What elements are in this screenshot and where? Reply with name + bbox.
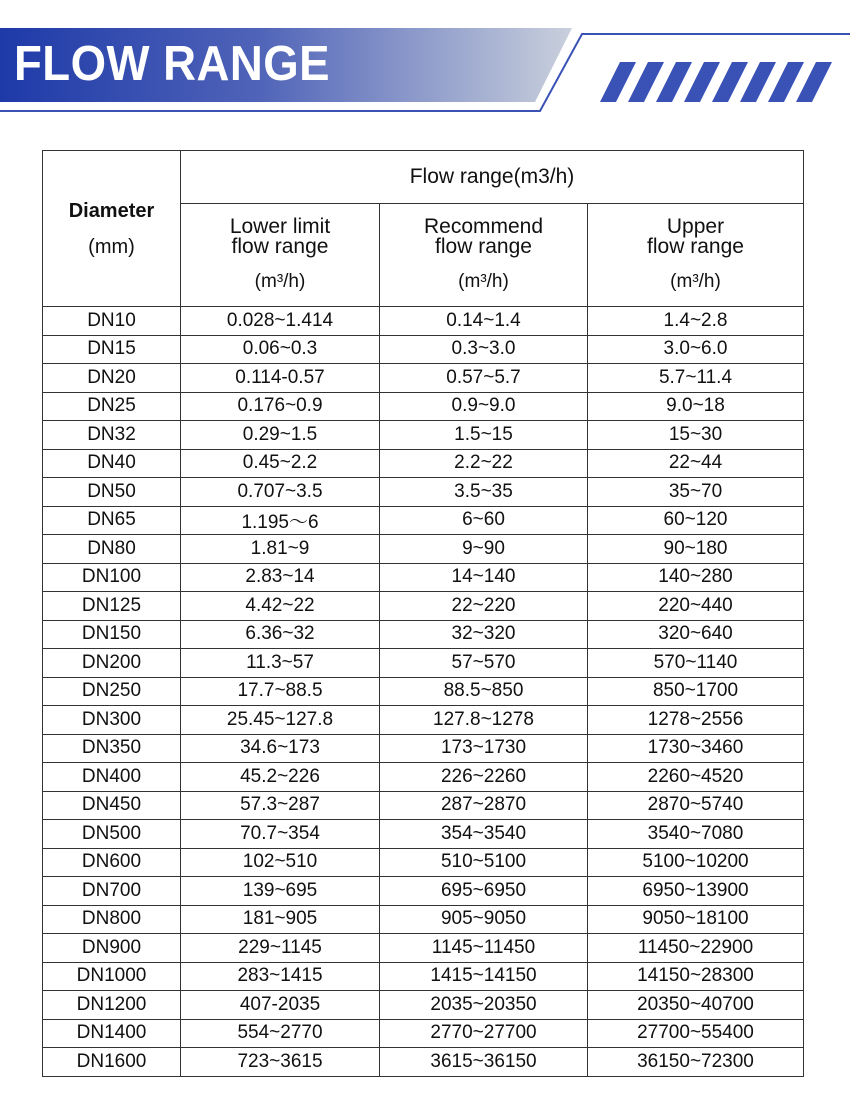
recommend-cell: 3615~36150 <box>380 1048 588 1077</box>
upper-cell: 570~1140 <box>588 649 804 678</box>
table-row <box>43 478 804 507</box>
table-row <box>43 1048 804 1077</box>
diameter-cell: DN800 <box>43 905 181 934</box>
table-row <box>43 563 804 592</box>
lower-limit-cell: 554~2770 <box>181 1019 380 1048</box>
lower-limit-cell: 4.42~22 <box>181 592 380 621</box>
upper-cell: 220~440 <box>588 592 804 621</box>
lower-limit-cell: 2.83~14 <box>181 563 380 592</box>
lower-limit-cell: 11.3~57 <box>181 649 380 678</box>
recommend-cell: 14~140 <box>380 563 588 592</box>
upper-cell: 11450~22900 <box>588 934 804 963</box>
recommend-cell: 32~320 <box>380 620 588 649</box>
upper-cell: 22~44 <box>588 449 804 478</box>
lower-limit-cell: 0.06~0.3 <box>181 335 380 364</box>
lower-limit-cell: 0.29~1.5 <box>181 421 380 450</box>
flow-range-group-header: Flow range(m3/h) <box>181 151 804 204</box>
diameter-cell: DN65 <box>43 506 181 535</box>
lower-limit-cell: 0.114-0.57 <box>181 364 380 393</box>
diameter-cell: DN32 <box>43 421 181 450</box>
lower-limit-cell: 17.7~88.5 <box>181 677 380 706</box>
lower-limit-cell: 229~1145 <box>181 934 380 963</box>
diameter-cell: DN15 <box>43 335 181 364</box>
table-row <box>43 962 804 991</box>
upper-cell: 3540~7080 <box>588 820 804 849</box>
banner-stripes <box>600 62 832 102</box>
diameter-cell: DN1200 <box>43 991 181 1020</box>
upper-header: Upper flow range (m³/h) <box>588 204 804 307</box>
lower-limit-cell: 25.45~127.8 <box>181 706 380 735</box>
recommend-cell: 510~5100 <box>380 848 588 877</box>
upper-cell: 27700~55400 <box>588 1019 804 1048</box>
recommend-cell: 9~90 <box>380 535 588 564</box>
recommend-cell: 1415~14150 <box>380 962 588 991</box>
diameter-cell: DN25 <box>43 392 181 421</box>
upper-cell: 2870~5740 <box>588 791 804 820</box>
lower-limit-cell: 139~695 <box>181 877 380 906</box>
table-row <box>43 392 804 421</box>
table-row <box>43 905 804 934</box>
upper-cell: 6950~13900 <box>588 877 804 906</box>
diameter-cell: DN50 <box>43 478 181 507</box>
upper-cell: 15~30 <box>588 421 804 450</box>
lower-limit-header: Lower limit flow range (m³/h) <box>181 204 380 307</box>
table-row <box>43 335 804 364</box>
header-banner <box>0 0 850 120</box>
upper-cell: 14150~28300 <box>588 962 804 991</box>
table-row <box>43 620 804 649</box>
recommend-cell: 0.3~3.0 <box>380 335 588 364</box>
upper-cell: 90~180 <box>588 535 804 564</box>
table-row <box>43 506 804 535</box>
page-title: FLOW RANGE <box>14 37 331 91</box>
recommend-cell: 173~1730 <box>380 734 588 763</box>
table-row <box>43 592 804 621</box>
lower-limit-cell: 0.176~0.9 <box>181 392 380 421</box>
diameter-cell: DN450 <box>43 791 181 820</box>
upper-cell: 60~120 <box>588 506 804 535</box>
lower-limit-cell: 1.81~9 <box>181 535 380 564</box>
recommend-cell: 0.57~5.7 <box>380 364 588 393</box>
diameter-cell: DN20 <box>43 364 181 393</box>
recommend-cell: 1145~11450 <box>380 934 588 963</box>
upper-cell: 320~640 <box>588 620 804 649</box>
recommend-cell: 0.14~1.4 <box>380 307 588 336</box>
recommend-cell: 57~570 <box>380 649 588 678</box>
diameter-cell: DN500 <box>43 820 181 849</box>
upper-cell: 1.4~2.8 <box>588 307 804 336</box>
table-row <box>43 991 804 1020</box>
lower-limit-cell: 45.2~226 <box>181 763 380 792</box>
recommend-cell: 287~2870 <box>380 791 588 820</box>
recommend-cell: 354~3540 <box>380 820 588 849</box>
upper-cell: 5.7~11.4 <box>588 364 804 393</box>
upper-cell: 2260~4520 <box>588 763 804 792</box>
diameter-cell: DN150 <box>43 620 181 649</box>
diameter-header <box>43 151 181 307</box>
diameter-cell: DN1400 <box>43 1019 181 1048</box>
diameter-cell: DN300 <box>43 706 181 735</box>
recommend-cell: 2035~20350 <box>380 991 588 1020</box>
diameter-cell: DN350 <box>43 734 181 763</box>
upper-cell: 20350~40700 <box>588 991 804 1020</box>
lower-limit-cell: 102~510 <box>181 848 380 877</box>
diameter-cell: DN400 <box>43 763 181 792</box>
recommend-cell: 127.8~1278 <box>380 706 588 735</box>
table-row <box>43 1019 804 1048</box>
upper-cell: 5100~10200 <box>588 848 804 877</box>
diameter-cell: DN250 <box>43 677 181 706</box>
diameter-cell: DN1600 <box>43 1048 181 1077</box>
table-row <box>43 791 804 820</box>
recommend-cell: 22~220 <box>380 592 588 621</box>
lower-limit-cell: 723~3615 <box>181 1048 380 1077</box>
table-row <box>43 820 804 849</box>
lower-limit-cell: 181~905 <box>181 905 380 934</box>
recommend-cell: 2.2~22 <box>380 449 588 478</box>
upper-cell: 850~1700 <box>588 677 804 706</box>
diameter-cell: DN1000 <box>43 962 181 991</box>
recommend-cell: 695~6950 <box>380 877 588 906</box>
upper-cell: 140~280 <box>588 563 804 592</box>
upper-cell: 36150~72300 <box>588 1048 804 1077</box>
recommend-header: Recommend flow range (m³/h) <box>380 204 588 307</box>
diameter-cell: DN600 <box>43 848 181 877</box>
recommend-cell: 6~60 <box>380 506 588 535</box>
upper-cell: 1730~3460 <box>588 734 804 763</box>
lower-limit-cell: 70.7~354 <box>181 820 380 849</box>
table-body <box>43 307 804 1077</box>
upper-cell: 1278~2556 <box>588 706 804 735</box>
table-row <box>43 877 804 906</box>
table-row <box>43 449 804 478</box>
table-row <box>43 364 804 393</box>
recommend-cell: 2770~27700 <box>380 1019 588 1048</box>
lower-limit-cell: 283~1415 <box>181 962 380 991</box>
recommend-cell: 88.5~850 <box>380 677 588 706</box>
recommend-cell: 1.5~15 <box>380 421 588 450</box>
lower-limit-cell: 407-2035 <box>181 991 380 1020</box>
lower-limit-cell: 34.6~173 <box>181 734 380 763</box>
diameter-cell: DN40 <box>43 449 181 478</box>
recommend-cell: 3.5~35 <box>380 478 588 507</box>
lower-limit-cell: 0.45~2.2 <box>181 449 380 478</box>
lower-limit-cell: 57.3~287 <box>181 791 380 820</box>
flow-range-table <box>42 150 804 1077</box>
upper-cell: 9.0~18 <box>588 392 804 421</box>
diameter-unit: (mm) <box>88 235 135 258</box>
lower-limit-cell: 1.195～6 <box>181 506 380 535</box>
diameter-cell: DN125 <box>43 592 181 621</box>
upper-cell: 9050~18100 <box>588 905 804 934</box>
table-row <box>43 763 804 792</box>
diameter-cell: DN10 <box>43 307 181 336</box>
diameter-label: Diameter <box>68 199 155 222</box>
upper-cell: 3.0~6.0 <box>588 335 804 364</box>
lower-limit-cell: 0.028~1.414 <box>181 307 380 336</box>
table-row <box>43 307 804 336</box>
table-row <box>43 848 804 877</box>
table-row <box>43 734 804 763</box>
table-row <box>43 535 804 564</box>
table-row <box>43 649 804 678</box>
recommend-cell: 0.9~9.0 <box>380 392 588 421</box>
diameter-cell: DN200 <box>43 649 181 678</box>
diameter-cell: DN80 <box>43 535 181 564</box>
lower-limit-cell: 6.36~32 <box>181 620 380 649</box>
recommend-cell: 226~2260 <box>380 763 588 792</box>
diameter-cell: DN700 <box>43 877 181 906</box>
diameter-cell: DN100 <box>43 563 181 592</box>
lower-limit-cell: 0.707~3.5 <box>181 478 380 507</box>
table-row <box>43 677 804 706</box>
table-row <box>43 421 804 450</box>
table-row <box>43 934 804 963</box>
diameter-cell: DN900 <box>43 934 181 963</box>
recommend-cell: 905~9050 <box>380 905 588 934</box>
upper-cell: 35~70 <box>588 478 804 507</box>
table-row <box>43 706 804 735</box>
